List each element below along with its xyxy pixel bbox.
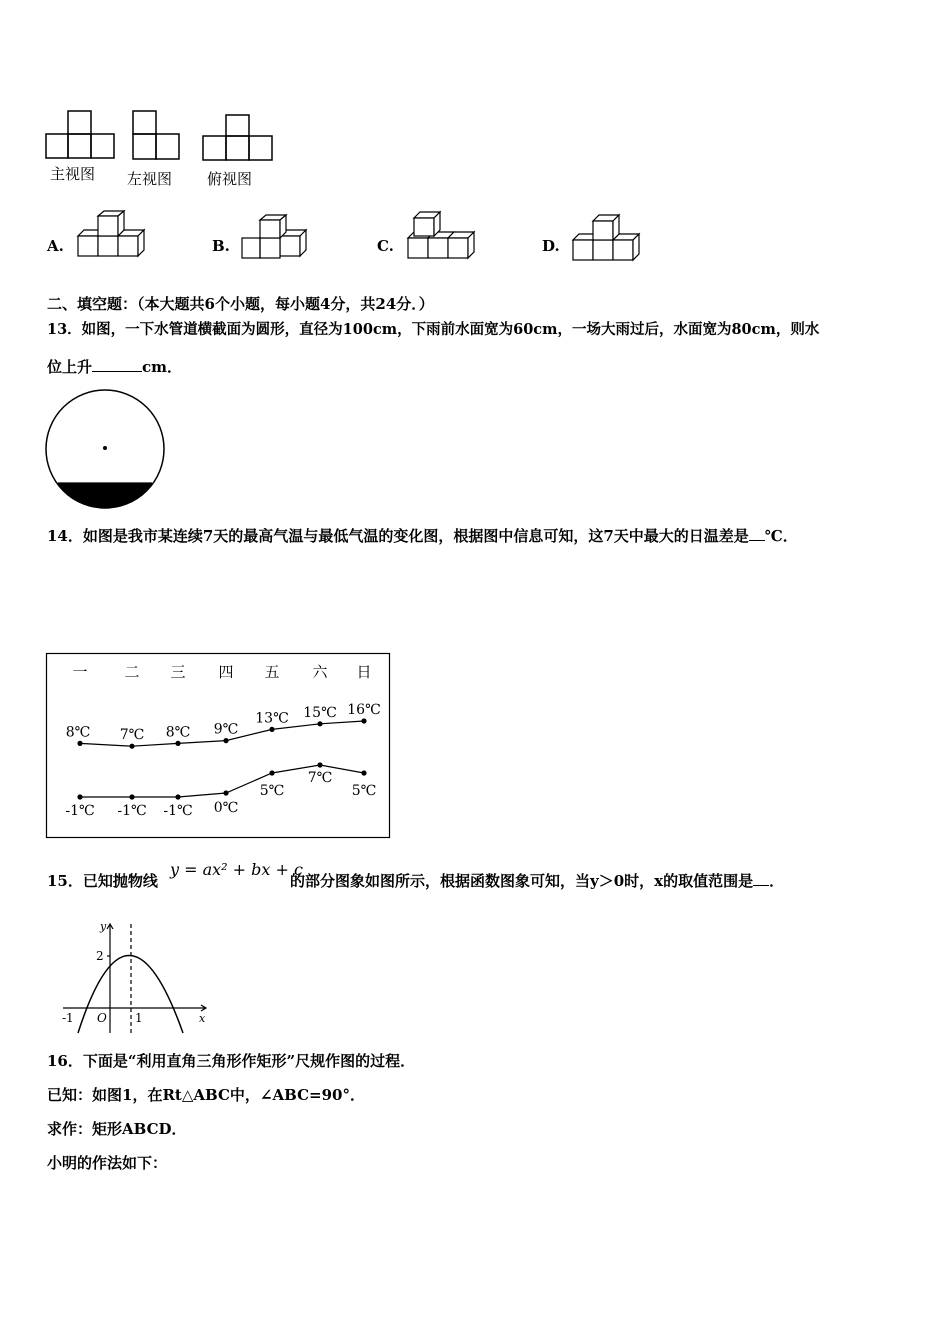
pipe-cross-section-figure	[44, 388, 168, 512]
point-high-6	[361, 718, 366, 723]
q14-unit: ℃．	[764, 527, 798, 545]
point-low-4	[269, 770, 274, 775]
label-low-5: 7℃	[307, 770, 333, 786]
q13-line2-unit: cm．	[142, 358, 183, 376]
graph-origin: O	[97, 1011, 107, 1025]
day-label-2: 三	[170, 663, 186, 681]
point-low-2	[175, 794, 180, 799]
point-low-0	[77, 794, 82, 799]
graph-tick-2: 2	[96, 949, 104, 963]
label-low-6: 5℃	[351, 783, 377, 799]
q13-line2	[47, 357, 182, 377]
left-view-figure	[132, 110, 184, 162]
temperature-chart	[46, 653, 391, 839]
label-high-6: 16℃	[347, 702, 381, 718]
section-heading: 二、填空题：（本大题共6个小题，每小题4分，共24分．）	[47, 295, 434, 313]
point-low-5	[317, 762, 322, 767]
graph-y-label: y	[100, 920, 107, 933]
point-low-6	[361, 770, 366, 775]
q14-question	[47, 526, 798, 546]
label-high-5: 15℃	[303, 704, 337, 721]
option-c-figure	[407, 210, 479, 260]
front-view-label: 主视图	[50, 165, 96, 183]
option-b-figure	[240, 214, 310, 262]
point-high-3	[223, 738, 228, 743]
graph-tick-1: 1	[135, 1011, 143, 1025]
q16-line2: 已知：如图1，在Rt△ABC中，∠ABC=90°．	[47, 1086, 365, 1104]
label-low-0: -1℃	[65, 803, 95, 819]
q16-line4: 小明的作法如下：	[47, 1154, 168, 1172]
q15-end: ．	[769, 872, 785, 890]
point-high-1	[129, 744, 134, 749]
point-high-4	[269, 727, 274, 732]
graph-x-label: x	[199, 1012, 206, 1025]
label-low-1: -1℃	[117, 803, 147, 819]
q13-line1: 13．如图，一下水管道横截面为圆形，直径为100cm，下雨前水面宽为60cm，一场大雨过后，水面宽为80cm，则水	[47, 321, 820, 338]
option-a-label[interactable]: A.	[47, 237, 64, 255]
label-high-4: 13℃	[255, 710, 289, 727]
point-low-1	[129, 794, 134, 799]
q13-line2-text: 位上升	[47, 358, 93, 376]
q13-answer-blank[interactable]	[92, 371, 142, 372]
label-high-3: 9℃	[213, 721, 239, 738]
label-high-2: 8℃	[165, 724, 191, 741]
q14-answer-blank[interactable]	[749, 540, 765, 541]
day-label-3: 四	[218, 663, 234, 681]
day-label-4: 五	[264, 663, 280, 681]
graph-tick-minus1: -1	[62, 1011, 74, 1025]
q14-text: 14．如图是我市某连续7天的最高气温与最低气温的变化图，根据图中信息可知，这7天中最大的日温差是	[47, 527, 749, 545]
option-d-figure	[572, 214, 644, 262]
q15-formula: y = ax² + bx + c	[170, 860, 303, 879]
day-label-0: 一	[72, 663, 88, 681]
option-a-figure	[77, 210, 147, 260]
option-b-label[interactable]: B.	[212, 237, 230, 255]
q15-prefix: 15．已知抛物线	[47, 872, 158, 890]
day-label-1: 二	[124, 663, 140, 681]
q15-suffix: 的部分图象如图所示，根据函数图象可知，当y＞0时，x的取值范围是	[290, 872, 754, 890]
point-high-0	[77, 741, 82, 746]
q16-line1: 16．下面是“利用直角三角形作矩形”尺规作图的过程．	[47, 1052, 416, 1070]
front-view-figure	[45, 110, 120, 160]
point-high-5	[317, 721, 322, 726]
point-low-3	[223, 790, 228, 795]
label-high-1: 7℃	[119, 727, 145, 744]
day-label-5: 六	[312, 663, 328, 681]
option-d-label[interactable]: D.	[542, 237, 560, 255]
label-high-0: 8℃	[65, 724, 91, 741]
top-view-figure	[202, 114, 277, 164]
left-view-label: 左视图	[127, 170, 173, 188]
top-view-label: 俯视图	[207, 170, 253, 188]
day-label-6: 日	[356, 663, 372, 681]
point-high-2	[175, 741, 180, 746]
q16-line3: 求作：矩形ABCD．	[47, 1120, 187, 1138]
parabola-graph	[58, 918, 218, 1038]
q15-rest	[290, 871, 784, 891]
label-low-2: -1℃	[163, 803, 193, 819]
label-low-4: 5℃	[259, 783, 285, 799]
option-c-label[interactable]: C.	[377, 237, 394, 255]
q15-answer-blank[interactable]	[753, 885, 769, 886]
label-low-3: 0℃	[213, 800, 239, 816]
